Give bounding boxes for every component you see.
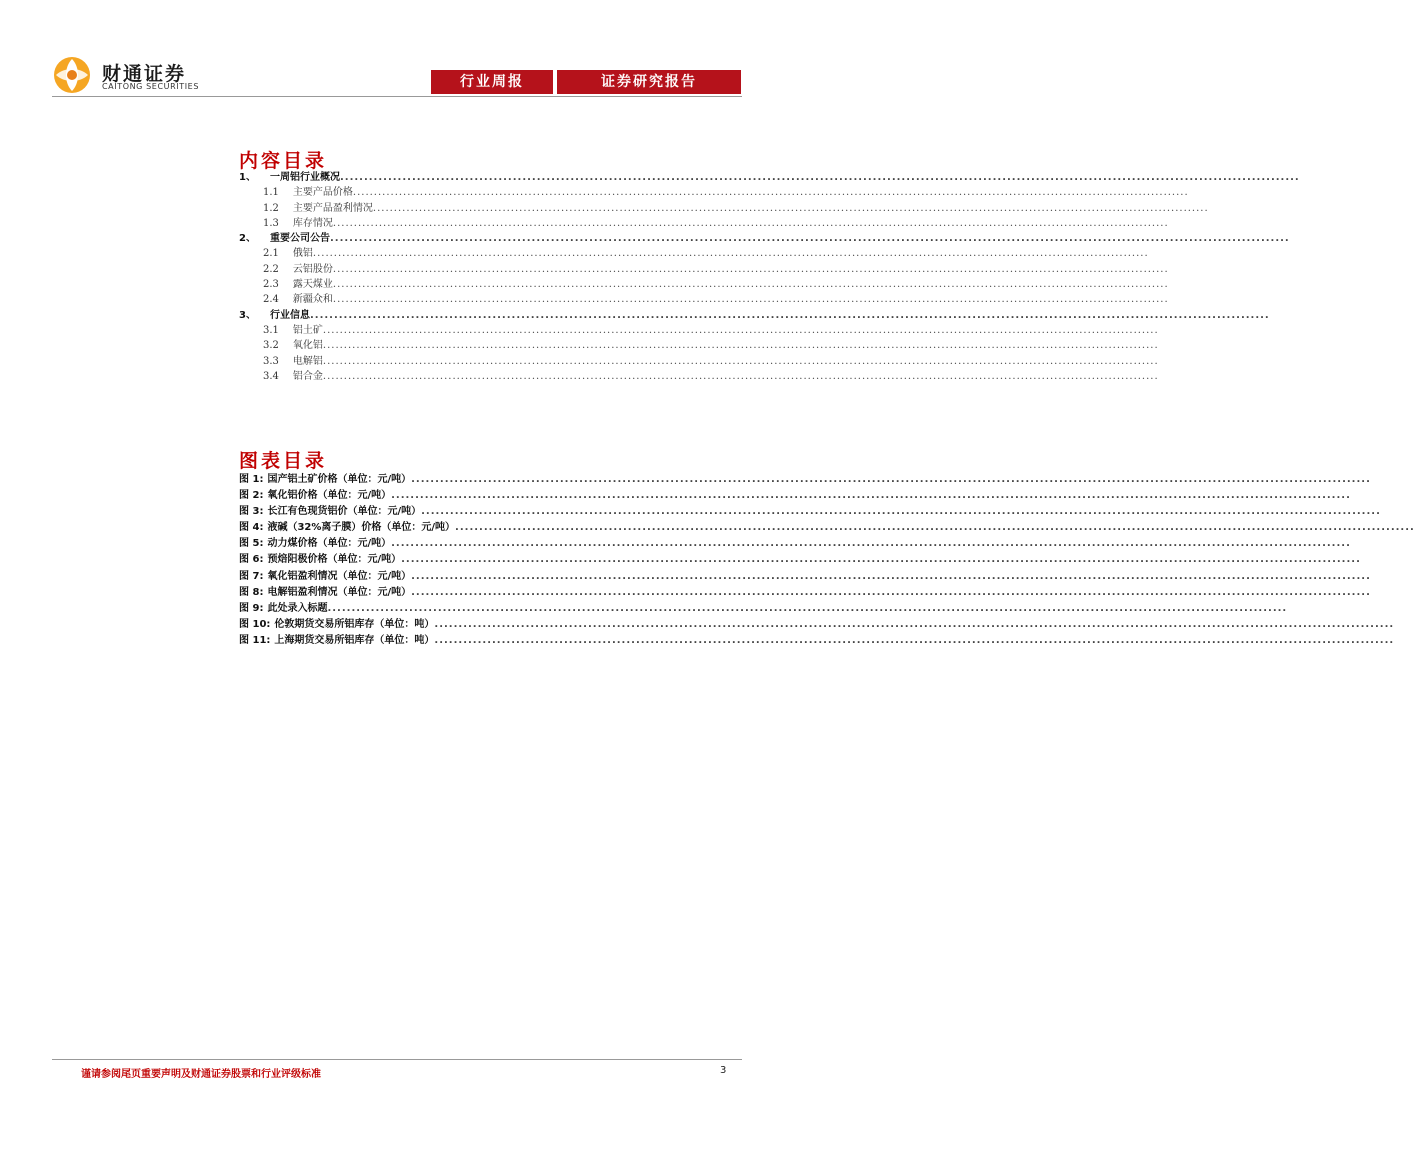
figure-entry[interactable] <box>239 472 1371 488</box>
figure-text: 国产铝土矿价格（单位：元/吨） <box>267 474 412 485</box>
leader-dots: ........................................................................................................................................................................................................ <box>372 202 1209 214</box>
figure-text: 伦敦期货交易所铝库存（单位：吨） <box>274 618 435 630</box>
figure-entry[interactable] <box>239 504 1381 520</box>
leader-dots: ........................................................................................................................................................................................................ <box>411 570 1371 582</box>
company-logo <box>52 55 212 95</box>
figure-entry[interactable] <box>239 601 1288 617</box>
caitong-logo-icon <box>52 55 92 95</box>
toc-entry[interactable] <box>239 354 1159 369</box>
toc-entry[interactable] <box>239 246 1149 261</box>
logo-english-name: CAITONG SECURITIES <box>102 82 199 91</box>
leader-dots: ........................................................................................................................................................................................................ <box>332 217 1169 229</box>
figure-text: 预焙阳极价格（单位：元/吨） <box>267 554 402 566</box>
leader-dots: ........................................................................................................................................................................................................ <box>332 263 1169 275</box>
leader-dots: ........................................................................................................................................................................................................ <box>327 602 1288 614</box>
leader-dots: ........................................................................................................................................................................................................ <box>401 554 1361 566</box>
toc-text: 行业信息 <box>269 309 310 321</box>
leader-dots: ........................................................................................................................................................................................................ <box>391 490 1351 502</box>
footer-divider <box>52 1059 742 1060</box>
toc-text: 俄铝 <box>292 248 313 260</box>
figures-title: 图表目录 <box>239 450 328 472</box>
figure-entry[interactable] <box>239 617 1395 633</box>
toc-entry[interactable] <box>239 185 1189 200</box>
toc-entry[interactable] <box>239 338 1159 353</box>
toc-entry[interactable] <box>239 308 1270 323</box>
figure-number: 图 8: <box>239 586 264 598</box>
figure-text: 氧化铝盈利情况（单位：元/吨） <box>267 570 412 582</box>
footer-disclaimer: 谨请参阅尾页重要声明及财通证券股票和行业评级标准 <box>81 1069 321 1080</box>
leader-dots: ........................................................................................................................................................................................................ <box>411 474 1371 485</box>
leader-dots: ........................................................................................................................................................................................................ <box>312 248 1149 260</box>
leader-dots: ........................................................................................................................................................................................................ <box>322 370 1159 382</box>
figure-text: 氧化铝价格（单位：元/吨） <box>267 490 392 502</box>
toc-number: 2.1 <box>263 248 279 260</box>
figure-entry[interactable] <box>239 552 1361 568</box>
toc-text: 主要产品价格 <box>292 187 353 199</box>
figure-number: 图 6: <box>239 554 264 566</box>
toc-number: 2.2 <box>263 263 279 275</box>
leader-dots: ........................................................................................................................................................................................................ <box>339 172 1300 183</box>
toc-entry[interactable] <box>239 262 1169 277</box>
toc-entry[interactable] <box>239 216 1169 231</box>
toc-entry[interactable] <box>239 323 1159 338</box>
toc-number: 1.2 <box>263 202 279 214</box>
toc-number: 3.4 <box>263 370 279 382</box>
figure-entry[interactable] <box>239 585 1371 601</box>
logo-chinese-name: 财通证券 <box>102 63 187 85</box>
toc-entry[interactable] <box>239 231 1290 246</box>
figure-entry[interactable] <box>239 536 1351 552</box>
report-category-tag: 证券研究报告 <box>557 70 741 94</box>
toc-text: 云铝股份 <box>292 263 333 275</box>
figure-entry[interactable] <box>239 488 1351 504</box>
leader-dots: ........................................................................................................................................................................................................ <box>332 279 1169 291</box>
toc-text: 新疆众和 <box>292 294 333 306</box>
leader-dots: ........................................................................................................................................................................................................ <box>329 233 1290 245</box>
figure-text: 电解铝盈利情况（单位：元/吨） <box>267 586 412 598</box>
toc-title: 内容目录 <box>239 150 328 172</box>
toc-number: 1、 <box>239 172 256 183</box>
toc-text: 铝合金 <box>292 370 323 382</box>
leader-dots: ........................................................................................................................................................................................................ <box>421 506 1381 518</box>
figure-text: 长江有色现货铝价（单位：元/吨） <box>267 506 422 518</box>
leader-dots: ........................................................................................................................................................................................................ <box>322 355 1159 367</box>
toc-list <box>239 170 1300 384</box>
toc-entry[interactable] <box>239 369 1159 384</box>
figure-number: 图 5: <box>239 538 264 550</box>
toc-number: 3.2 <box>263 340 279 352</box>
toc-text: 露天煤业 <box>292 279 333 291</box>
toc-entry[interactable] <box>239 292 1169 307</box>
toc-text: 铝土矿 <box>292 324 323 336</box>
figure-number: 图 3: <box>239 506 264 518</box>
toc-number: 2、 <box>239 233 256 245</box>
figure-number: 图 9: <box>239 602 264 614</box>
toc-text: 重要公司公告 <box>269 233 330 245</box>
figure-text: 此处录入标题 <box>267 602 328 614</box>
leader-dots: ........................................................................................................................................................................................................ <box>352 187 1189 199</box>
leader-dots: ........................................................................................................................................................................................................ <box>434 634 1395 646</box>
leader-dots: ........................................................................................................................................................................................................ <box>434 618 1395 630</box>
header-divider <box>52 96 742 97</box>
toc-text: 主要产品盈利情况 <box>292 202 373 214</box>
toc-text: 一周铝行业概况 <box>269 172 340 183</box>
toc-text: 电解铝 <box>292 355 323 367</box>
figure-number: 图 7: <box>239 570 264 582</box>
toc-number: 1.3 <box>263 217 279 229</box>
leader-dots: ........................................................................................................................................................................................................ <box>309 309 1270 321</box>
report-type-tag: 行业周报 <box>431 70 553 94</box>
figure-entry[interactable] <box>239 520 1415 536</box>
figure-number: 图 10: <box>239 618 271 630</box>
toc-number: 2.3 <box>263 279 279 291</box>
figure-number: 图 11: <box>239 634 271 646</box>
leader-dots: ........................................................................................................................................................................................................ <box>455 522 1415 534</box>
toc-number: 2.4 <box>263 294 279 306</box>
toc-entry[interactable] <box>239 277 1169 292</box>
toc-number: 3、 <box>239 309 256 321</box>
leader-dots: ........................................................................................................................................................................................................ <box>322 340 1159 352</box>
toc-text: 库存情况 <box>292 217 333 229</box>
leader-dots: ........................................................................................................................................................................................................ <box>332 294 1169 306</box>
toc-number: 1.1 <box>263 187 279 199</box>
toc-entry[interactable] <box>239 170 1300 185</box>
figure-entry[interactable] <box>239 633 1395 649</box>
toc-text: 氧化铝 <box>292 340 323 352</box>
page-number: 3 <box>720 1065 727 1076</box>
leader-dots: ........................................................................................................................................................................................................ <box>322 324 1159 336</box>
toc-entry[interactable] <box>239 201 1209 216</box>
figure-text: 上海期货交易所铝库存（单位：吨） <box>274 634 435 646</box>
figures-list <box>239 472 1415 649</box>
figure-text: 动力煤价格（单位：元/吨） <box>267 538 392 550</box>
figure-number: 图 2: <box>239 490 264 502</box>
figure-text: 液碱（32%离子膜）价格（单位：元/吨） <box>267 522 456 534</box>
leader-dots: ........................................................................................................................................................................................................ <box>411 586 1371 598</box>
toc-number: 3.1 <box>263 324 279 336</box>
leader-dots: ........................................................................................................................................................................................................ <box>391 538 1351 550</box>
figure-entry[interactable] <box>239 569 1371 585</box>
figure-number: 图 4: <box>239 522 264 534</box>
figure-number: 图 1: <box>239 474 264 485</box>
toc-number: 3.3 <box>263 355 279 367</box>
